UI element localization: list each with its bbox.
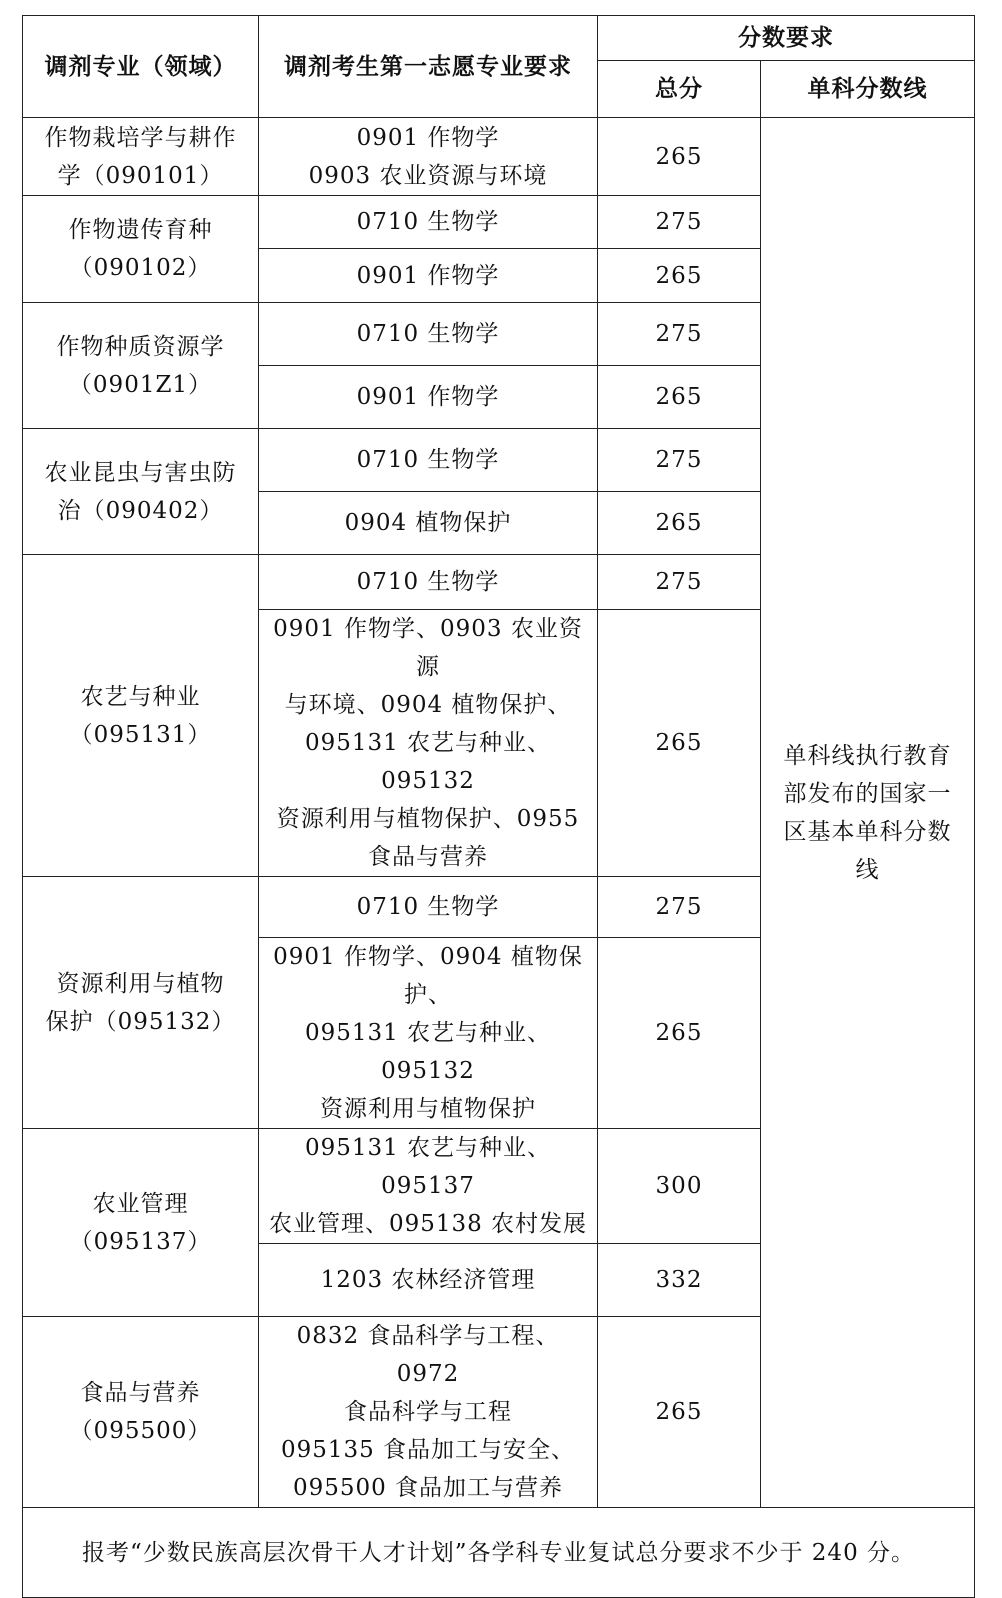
requirement-text: 0710 生物学 <box>356 447 500 473</box>
requirement-text: 0904 植物保护 <box>344 510 512 536</box>
requirement-cell <box>259 1244 598 1317</box>
requirement-cell <box>259 429 598 492</box>
header-total: 总分 <box>598 61 761 118</box>
footer-row <box>23 1508 975 1598</box>
total-score-cell: 275 <box>598 429 761 492</box>
score-requirements-table <box>22 15 975 1598</box>
requirement-cell <box>259 366 598 429</box>
requirement-cell <box>259 938 598 1129</box>
total-score-cell: 265 <box>598 492 761 555</box>
total-score-cell: 265 <box>598 118 761 196</box>
requirement-cell <box>259 1317 598 1508</box>
requirement-text: 0901 作物学 <box>356 262 500 289</box>
single-subject-cell <box>761 118 975 1508</box>
requirement-text: 0901 作物学 0903 农业资源与环境 <box>308 124 548 189</box>
major-label: 作物种质资源学 （0901Z1） <box>56 333 225 398</box>
major-label: 农艺与种业 （095131） <box>69 683 212 748</box>
total-score-cell: 300 <box>598 1129 761 1244</box>
total-score-cell: 275 <box>598 196 761 249</box>
requirement-text: 0901 作物学、0903 农业资源 与环境、0904 植物保护、 095131 农艺与种业、095132 资源利用与植物保护、0955 食品与营养 <box>273 616 583 870</box>
major-cell <box>23 1317 259 1508</box>
major-label: 农业管理 （095137） <box>69 1190 212 1255</box>
major-cell <box>23 877 259 1129</box>
requirement-text: 0710 生物学 <box>356 321 500 347</box>
requirement-cell <box>259 610 598 877</box>
requirement-text: 0710 生物学 <box>356 569 500 595</box>
table-row <box>23 118 975 196</box>
total-score-cell: 265 <box>598 938 761 1129</box>
requirement-cell <box>259 1129 598 1244</box>
requirement-text: 1203 农林经济管理 <box>320 1267 536 1293</box>
total-score-cell: 332 <box>598 1244 761 1317</box>
requirement-cell <box>259 249 598 303</box>
header-requirement: 调剂考生第一志愿专业要求 <box>259 16 598 118</box>
total-score-cell: 265 <box>598 1317 761 1508</box>
major-cell <box>23 303 259 429</box>
requirement-cell <box>259 492 598 555</box>
total-score-cell: 265 <box>598 610 761 877</box>
total-score-cell: 275 <box>598 303 761 366</box>
header-score-group: 分数要求 <box>598 16 975 61</box>
header-major: 调剂专业（领域） <box>23 16 259 118</box>
footer-note: 报考“少数民族高层次骨干人才计划”各学科专业复试总分要求不少于 240 分。 <box>23 1508 975 1598</box>
total-score-cell: 275 <box>598 877 761 938</box>
requirement-text: 095131 农艺与种业、095137 农业管理、095138 农村发展 <box>268 1135 588 1237</box>
total-score-cell: 265 <box>598 249 761 303</box>
requirement-cell <box>259 118 598 196</box>
requirement-cell <box>259 555 598 610</box>
total-score-cell: 265 <box>598 366 761 429</box>
requirement-text: 0901 作物学 <box>356 384 500 410</box>
requirement-cell <box>259 303 598 366</box>
single-subject-note: 单科线执行教育 部发布的国家一 区基本单科分数 线 <box>783 742 952 883</box>
major-cell <box>23 196 259 303</box>
total-score-cell: 275 <box>598 555 761 610</box>
requirement-text: 0832 食品科学与工程、0972 食品科学与工程 095135 食品加工与安全、 095500 食品加工与营养 <box>280 1323 576 1501</box>
requirement-text: 0710 生物学 <box>356 209 500 235</box>
major-cell <box>23 1129 259 1317</box>
requirement-cell <box>259 877 598 938</box>
major-cell <box>23 118 259 196</box>
header-single: 单科分数线 <box>761 61 975 118</box>
requirement-cell <box>259 196 598 249</box>
major-cell <box>23 429 259 555</box>
major-label: 作物栽培学与耕作 学（090101） <box>44 124 237 189</box>
requirement-text: 0710 生物学 <box>356 894 500 920</box>
major-label: 食品与营养 （095500） <box>69 1380 212 1444</box>
major-label: 资源利用与植物 保护（095132） <box>45 970 236 1035</box>
major-label: 作物遗传育种 （090102） <box>68 217 213 281</box>
major-cell <box>23 555 259 877</box>
major-label: 农业昆虫与害虫防 治（090402） <box>44 459 237 524</box>
requirement-text: 0901 作物学、0904 植物保护、 095131 农艺与种业、095132 资源利用与植物保护 <box>273 944 583 1122</box>
header-row-1 <box>23 16 975 61</box>
